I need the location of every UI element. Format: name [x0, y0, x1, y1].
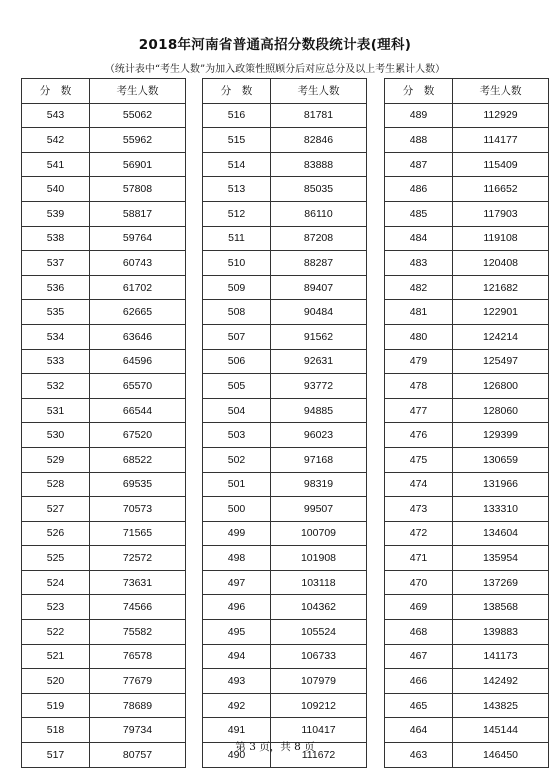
- score-cell: 466: [385, 669, 453, 694]
- score-cell: 529: [22, 447, 90, 472]
- count-cell: 107979: [271, 669, 367, 694]
- score-cell: 534: [22, 324, 90, 349]
- score-cell: 536: [22, 275, 90, 300]
- score-cell: 489: [385, 103, 453, 128]
- score-cell: 490: [203, 743, 271, 768]
- score-table-1: [21, 78, 186, 768]
- table-row: [385, 447, 549, 472]
- count-cell: 131966: [453, 472, 549, 497]
- score-cell: 473: [385, 497, 453, 522]
- count-cell: 59764: [90, 226, 186, 251]
- score-cell: 516: [203, 103, 271, 128]
- table-row: [385, 497, 549, 522]
- score-cell: 532: [22, 374, 90, 399]
- score-cell: 483: [385, 251, 453, 276]
- count-cell: 92631: [271, 349, 367, 374]
- table-row: [22, 521, 186, 546]
- table-row: [22, 570, 186, 595]
- table-header-row: [203, 79, 367, 104]
- count-cell: 99507: [271, 497, 367, 522]
- score-cell: 469: [385, 595, 453, 620]
- score-column-header: 分 数: [385, 79, 453, 104]
- table-row: [385, 546, 549, 571]
- count-cell: 65570: [90, 374, 186, 399]
- table-row: [385, 595, 549, 620]
- count-cell: 62665: [90, 300, 186, 325]
- score-cell: 474: [385, 472, 453, 497]
- count-cell: 134604: [453, 521, 549, 546]
- score-cell: 537: [22, 251, 90, 276]
- table-row: [385, 521, 549, 546]
- table-row: [22, 201, 186, 226]
- count-column-header: 考生人数: [90, 79, 186, 104]
- score-cell: 502: [203, 447, 271, 472]
- score-cell: 531: [22, 398, 90, 423]
- table-row: [22, 177, 186, 202]
- table-row: [385, 349, 549, 374]
- count-cell: 81781: [271, 103, 367, 128]
- table-row: [385, 226, 549, 251]
- score-cell: 496: [203, 595, 271, 620]
- count-column-header: 考生人数: [271, 79, 367, 104]
- score-cell: 506: [203, 349, 271, 374]
- count-cell: 117903: [453, 201, 549, 226]
- score-cell: 530: [22, 423, 90, 448]
- table-row: [385, 324, 549, 349]
- table-row: [385, 398, 549, 423]
- count-cell: 96023: [271, 423, 367, 448]
- count-cell: 111672: [271, 743, 367, 768]
- table-header-row: [22, 79, 186, 104]
- table-row: [203, 423, 367, 448]
- score-cell: 498: [203, 546, 271, 571]
- table-row: [203, 103, 367, 128]
- table-row: [203, 128, 367, 153]
- count-cell: 124214: [453, 324, 549, 349]
- count-cell: 63646: [90, 324, 186, 349]
- score-cell: 463: [385, 743, 453, 768]
- score-cell: 477: [385, 398, 453, 423]
- count-cell: 138568: [453, 595, 549, 620]
- table-row: [203, 472, 367, 497]
- score-column-header: 分 数: [203, 79, 271, 104]
- score-cell: 491: [203, 718, 271, 743]
- score-cell: 475: [385, 447, 453, 472]
- table-row: [22, 251, 186, 276]
- score-cell: 538: [22, 226, 90, 251]
- table-row: [22, 497, 186, 522]
- table-row: [203, 570, 367, 595]
- score-cell: 468: [385, 620, 453, 645]
- score-cell: 526: [22, 521, 90, 546]
- count-cell: 116652: [453, 177, 549, 202]
- count-cell: 58817: [90, 201, 186, 226]
- score-cell: 524: [22, 570, 90, 595]
- score-cell: 479: [385, 349, 453, 374]
- count-cell: 88287: [271, 251, 367, 276]
- table-row: [203, 620, 367, 645]
- table-row: [22, 472, 186, 497]
- count-cell: 78689: [90, 693, 186, 718]
- score-cell: 486: [385, 177, 453, 202]
- score-cell: 528: [22, 472, 90, 497]
- count-cell: 72572: [90, 546, 186, 571]
- count-cell: 135954: [453, 546, 549, 571]
- table-row: [203, 152, 367, 177]
- score-cell: 482: [385, 275, 453, 300]
- table-row: [22, 693, 186, 718]
- score-cell: 476: [385, 423, 453, 448]
- count-cell: 129399: [453, 423, 549, 448]
- table-row: [385, 177, 549, 202]
- score-cell: 519: [22, 693, 90, 718]
- score-cell: 471: [385, 546, 453, 571]
- score-cell: 508: [203, 300, 271, 325]
- count-cell: 55962: [90, 128, 186, 153]
- score-cell: 510: [203, 251, 271, 276]
- count-cell: 98319: [271, 472, 367, 497]
- score-cell: 480: [385, 324, 453, 349]
- score-cell: 492: [203, 693, 271, 718]
- count-cell: 71565: [90, 521, 186, 546]
- score-cell: 478: [385, 374, 453, 399]
- count-cell: 91562: [271, 324, 367, 349]
- table-row: [203, 349, 367, 374]
- table-row: [203, 226, 367, 251]
- table-row: [203, 546, 367, 571]
- count-cell: 77679: [90, 669, 186, 694]
- score-cell: 465: [385, 693, 453, 718]
- count-cell: 80757: [90, 743, 186, 768]
- count-cell: 130659: [453, 447, 549, 472]
- count-cell: 104362: [271, 595, 367, 620]
- score-cell: 517: [22, 743, 90, 768]
- table-row: [385, 251, 549, 276]
- score-cell: 539: [22, 201, 90, 226]
- count-cell: 142492: [453, 669, 549, 694]
- count-cell: 89407: [271, 275, 367, 300]
- score-table-3: [384, 78, 549, 768]
- count-cell: 68522: [90, 447, 186, 472]
- score-cell: 520: [22, 669, 90, 694]
- score-cell: 488: [385, 128, 453, 153]
- count-cell: 137269: [453, 570, 549, 595]
- count-cell: 141173: [453, 644, 549, 669]
- count-cell: 82846: [271, 128, 367, 153]
- count-cell: 100709: [271, 521, 367, 546]
- count-cell: 103118: [271, 570, 367, 595]
- page-title: 2018年河南省普通高招分数段统计表(理科): [138, 37, 412, 53]
- score-cell: 499: [203, 521, 271, 546]
- count-column-header: 考生人数: [453, 79, 549, 104]
- score-cell: 493: [203, 669, 271, 694]
- score-cell: 484: [385, 226, 453, 251]
- score-cell: 521: [22, 644, 90, 669]
- table-note: （统计表中“考生人数”为加入政策性照顾分后对应总分及以上考生累计人数）: [104, 64, 446, 75]
- table-row: [203, 447, 367, 472]
- count-cell: 56901: [90, 152, 186, 177]
- table-row: [22, 620, 186, 645]
- count-cell: 128060: [453, 398, 549, 423]
- count-cell: 133310: [453, 497, 549, 522]
- count-cell: 79734: [90, 718, 186, 743]
- table-row: [203, 398, 367, 423]
- score-cell: 470: [385, 570, 453, 595]
- score-cell: 542: [22, 128, 90, 153]
- count-cell: 93772: [271, 374, 367, 399]
- table-row: [22, 152, 186, 177]
- table-header-row: [385, 79, 549, 104]
- table-row: [203, 324, 367, 349]
- table-row: [385, 423, 549, 448]
- count-cell: 69535: [90, 472, 186, 497]
- score-cell: 472: [385, 521, 453, 546]
- score-cell: 503: [203, 423, 271, 448]
- table-row: [203, 374, 367, 399]
- score-cell: 497: [203, 570, 271, 595]
- score-cell: 464: [385, 718, 453, 743]
- count-cell: 76578: [90, 644, 186, 669]
- table-row: [22, 128, 186, 153]
- table-row: [203, 275, 367, 300]
- table-row: [203, 177, 367, 202]
- count-cell: 120408: [453, 251, 549, 276]
- count-cell: 67520: [90, 423, 186, 448]
- score-cell: 533: [22, 349, 90, 374]
- count-cell: 114177: [453, 128, 549, 153]
- score-cell: 505: [203, 374, 271, 399]
- score-cell: 513: [203, 177, 271, 202]
- table-row: [22, 275, 186, 300]
- score-cell: 543: [22, 103, 90, 128]
- table-row: [22, 374, 186, 399]
- score-cell: 467: [385, 644, 453, 669]
- score-cell: 522: [22, 620, 90, 645]
- table-row: [22, 546, 186, 571]
- table-row: [22, 300, 186, 325]
- table-row: [385, 570, 549, 595]
- table-row: [203, 644, 367, 669]
- count-cell: 106733: [271, 644, 367, 669]
- count-cell: 86110: [271, 201, 367, 226]
- table-row: [385, 669, 549, 694]
- count-cell: 121682: [453, 275, 549, 300]
- score-table-2: [202, 78, 367, 768]
- table-row: [22, 644, 186, 669]
- table-row: [385, 300, 549, 325]
- score-cell: 501: [203, 472, 271, 497]
- score-cell: 523: [22, 595, 90, 620]
- count-cell: 75582: [90, 620, 186, 645]
- count-cell: 66544: [90, 398, 186, 423]
- page-footer: 第 3 页，共 8 页: [235, 741, 315, 753]
- count-cell: 85035: [271, 177, 367, 202]
- score-cell: 494: [203, 644, 271, 669]
- table-row: [22, 398, 186, 423]
- count-cell: 64596: [90, 349, 186, 374]
- table-row: [385, 201, 549, 226]
- count-cell: 55062: [90, 103, 186, 128]
- table-row: [203, 497, 367, 522]
- score-cell: 535: [22, 300, 90, 325]
- score-cell: 500: [203, 497, 271, 522]
- count-cell: 74566: [90, 595, 186, 620]
- score-cell: 495: [203, 620, 271, 645]
- count-cell: 112929: [453, 103, 549, 128]
- count-cell: 94885: [271, 398, 367, 423]
- score-cell: 518: [22, 718, 90, 743]
- score-cell: 525: [22, 546, 90, 571]
- count-cell: 125497: [453, 349, 549, 374]
- table-row: [385, 103, 549, 128]
- count-cell: 73631: [90, 570, 186, 595]
- score-cell: 507: [203, 324, 271, 349]
- table-row: [385, 128, 549, 153]
- score-cell: 527: [22, 497, 90, 522]
- count-cell: 87208: [271, 226, 367, 251]
- score-cell: 541: [22, 152, 90, 177]
- table-row: [385, 472, 549, 497]
- count-cell: 101908: [271, 546, 367, 571]
- count-cell: 109212: [271, 693, 367, 718]
- count-cell: 83888: [271, 152, 367, 177]
- table-row: [385, 693, 549, 718]
- score-cell: 512: [203, 201, 271, 226]
- table-row: [203, 521, 367, 546]
- table-row: [22, 226, 186, 251]
- table-row: [22, 447, 186, 472]
- table-row: [385, 275, 549, 300]
- count-cell: 146450: [453, 743, 549, 768]
- score-cell: 514: [203, 152, 271, 177]
- count-cell: 90484: [271, 300, 367, 325]
- score-cell: 504: [203, 398, 271, 423]
- score-cell: 485: [385, 201, 453, 226]
- score-cell: 540: [22, 177, 90, 202]
- count-cell: 115409: [453, 152, 549, 177]
- table-row: [22, 349, 186, 374]
- count-cell: 57808: [90, 177, 186, 202]
- table-row: [203, 251, 367, 276]
- table-row: [203, 201, 367, 226]
- count-cell: 70573: [90, 497, 186, 522]
- table-row: [203, 300, 367, 325]
- count-cell: 119108: [453, 226, 549, 251]
- score-column-header: 分 数: [22, 79, 90, 104]
- table-row: [203, 595, 367, 620]
- score-cell: 511: [203, 226, 271, 251]
- count-cell: 122901: [453, 300, 549, 325]
- count-cell: 139883: [453, 620, 549, 645]
- score-cell: 509: [203, 275, 271, 300]
- score-cell: 487: [385, 152, 453, 177]
- count-cell: 105524: [271, 620, 367, 645]
- table-row: [22, 103, 186, 128]
- score-cell: 515: [203, 128, 271, 153]
- table-row: [385, 374, 549, 399]
- table-row: [385, 644, 549, 669]
- score-cell: 481: [385, 300, 453, 325]
- table-row: [203, 693, 367, 718]
- table-row: [22, 423, 186, 448]
- count-cell: 143825: [453, 693, 549, 718]
- table-row: [22, 595, 186, 620]
- count-cell: 60743: [90, 251, 186, 276]
- table-row: [22, 669, 186, 694]
- table-row: [385, 152, 549, 177]
- count-cell: 97168: [271, 447, 367, 472]
- count-cell: 61702: [90, 275, 186, 300]
- count-cell: 110417: [271, 718, 367, 743]
- count-cell: 145144: [453, 718, 549, 743]
- table-row: [203, 669, 367, 694]
- count-cell: 126800: [453, 374, 549, 399]
- table-row: [385, 620, 549, 645]
- table-row: [22, 324, 186, 349]
